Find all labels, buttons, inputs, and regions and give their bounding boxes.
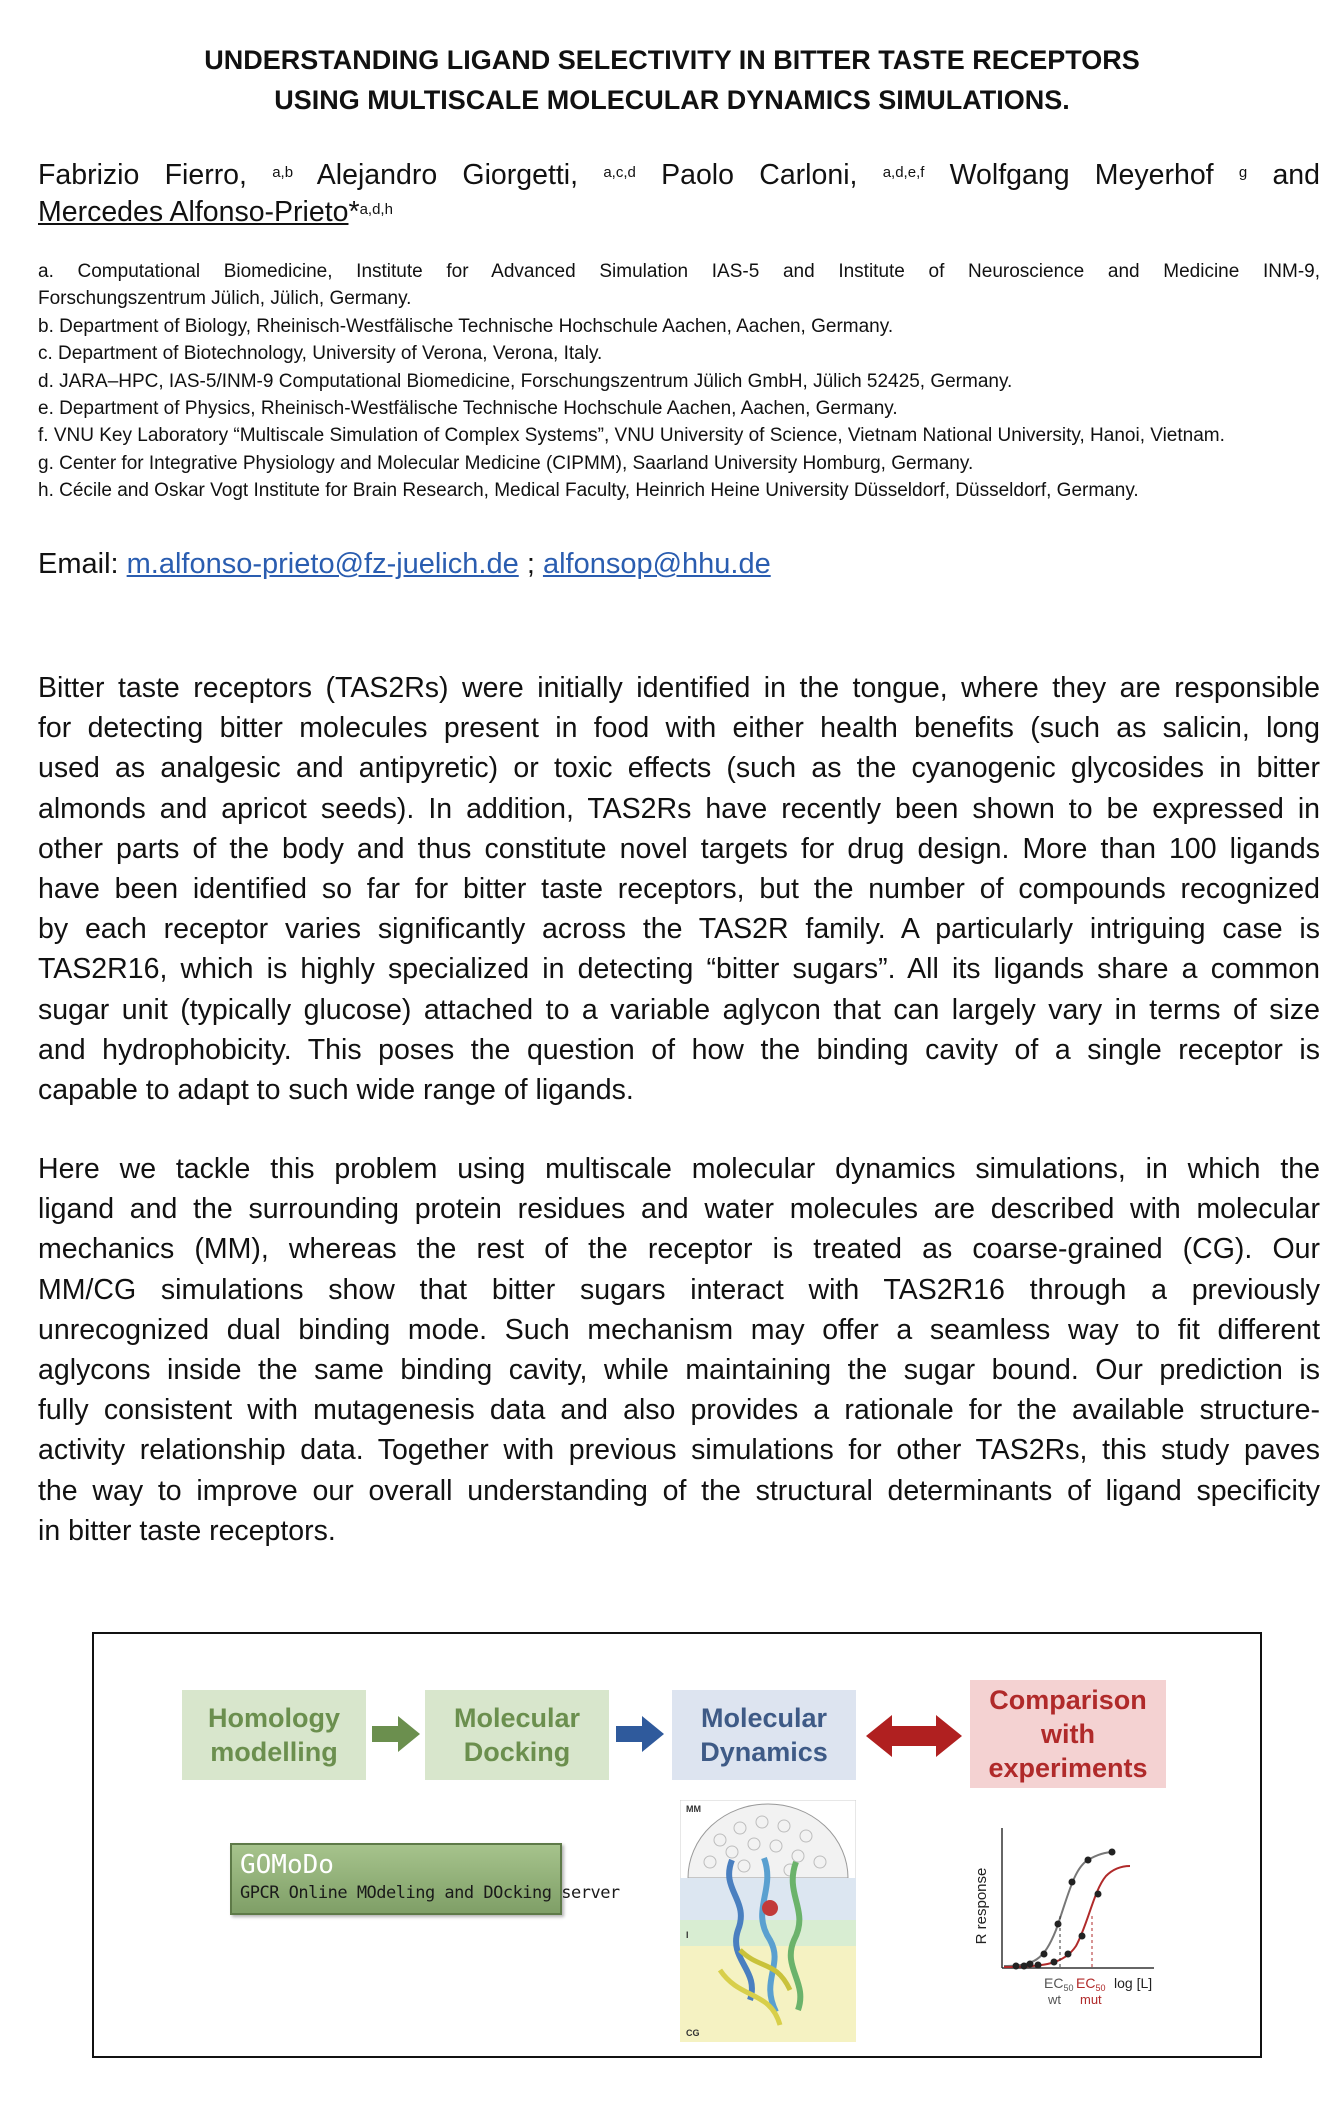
molecular-docking-box — [425, 1690, 609, 1780]
author-affiliation: g — [1238, 164, 1248, 181]
homology-modelling-label: Homology modelling — [208, 1703, 340, 1767]
paragraph-line: TAS2R16, which is highly specialized in detecting “bitter sugars”. All its ligands share a common — [38, 953, 1320, 986]
homology-modelling-box — [182, 1690, 366, 1780]
author-name: Wolfgang Meyerhof — [949, 159, 1214, 191]
paragraph-line: unrecognized dual binding mode. Such mechanism may offer a seamless way to fit different — [38, 1313, 1320, 1346]
plot-label-mut: mut — [1080, 1992, 1102, 2007]
paragraph-line: used as analgesic and antipyretic) or toxic effects (such as the cyanogenic glycosides in bitter — [38, 752, 1320, 785]
md-simulation-image — [680, 1800, 856, 2042]
affiliation-f: f. VNU Key Laboratory “Multiscale Simulation of Complex Systems”, VNU University of Science, Vietnam National University, Hanoi, Vietnam. — [38, 425, 1225, 447]
title-line-1: UNDERSTANDING LIGAND SELECTIVITY IN BITTER TASTE RECEPTORS — [204, 45, 1140, 75]
paragraph-line: and hydrophobicity. This poses the question of how the binding cavity of a single receptor is — [38, 1033, 1320, 1066]
paragraph-line: Here we tackle this problem using multiscale molecular dynamics simulations, in which the — [38, 1153, 1320, 1185]
md-label-cg: CG — [686, 2028, 700, 2038]
email-link-2[interactable]: alfonsop@hhu.de — [542, 548, 771, 580]
workflow-figure — [92, 1632, 1262, 2058]
gomodo-logo-subtitle: GPCR Online MOdeling and DOcking server — [240, 1883, 620, 1903]
email-link-1[interactable]: m.alfonso-prieto@fz-juelich.de — [126, 548, 519, 580]
paper-title — [100, 40, 1244, 120]
plot-y-axis-label: R response — [973, 1867, 990, 1945]
plot-ec50-wt: EC — [1044, 1975, 1064, 1991]
comparison-label: Comparison with experiments — [988, 1685, 1148, 1783]
affiliation-h: h. Cécile and Oskar Vogt Institute for Brain Research, Medical Faculty, Heinrich Heine University Düsseldorf, Düsseldorf, Germany. — [38, 480, 1139, 502]
email-label: Email: — [38, 548, 119, 580]
author-affiliation: a,c,d — [603, 164, 636, 181]
paragraph-line: mechanics (MM), whereas the rest of the receptor is treated as coarse-grained (CG). Our — [38, 1233, 1320, 1266]
author-list — [38, 156, 1320, 194]
md-label-mm: MM — [686, 1804, 701, 1814]
abstract-paragraph-1 — [38, 668, 1320, 1110]
paragraph-line: ligand and the surrounding protein residues and water molecules are described with molecular — [38, 1193, 1320, 1226]
gomodo-logo — [230, 1843, 620, 1915]
paragraph-line: Bitter taste receptors (TAS2Rs) were initially identified in the tongue, where they are responsible — [38, 672, 1320, 704]
svg-text:EC50: $EC_{50}$ — [1044, 1975, 1074, 1993]
paragraph-line: MM/CG simulations show that bitter sugars interact with TAS2R16 through a previously — [38, 1273, 1320, 1306]
email-separator: ; — [526, 548, 535, 580]
email-line — [38, 544, 771, 584]
molecular-dynamics-label: Molecular Dynamics — [700, 1703, 828, 1767]
double-arrow-icon — [866, 1713, 962, 1759]
paragraph-line: fully consistent with mutagenesis data and also provides a rationale for the available structure- — [38, 1394, 1320, 1427]
paragraph-line: other parts of the body and thus constitute novel targets for drug design. More than 100 ligands — [38, 832, 1320, 865]
plot-label-wt: wt — [1048, 1992, 1061, 2007]
affiliation-e: e. Department of Physics, Rheinisch-Westfälische Technische Hochschule Aachen, Aachen, Germany. — [38, 398, 898, 420]
dose-response-plot — [964, 1820, 1164, 2020]
author-name: Alejandro Giorgetti, — [316, 159, 579, 191]
author-affiliation: a,d,h — [359, 201, 393, 218]
affiliation-b: b. Department of Biology, Rheinisch-Westfälische Technische Hochschule Aachen, Aachen, Germany. — [38, 315, 894, 337]
molecular-docking-label: Molecular Docking — [453, 1703, 581, 1767]
plot-x-axis-label: log [L] — [1114, 1975, 1153, 1991]
paragraph-line: sugar unit (typically glucose) attached to a variable aglycon that can largely vary in terms of size — [38, 993, 1320, 1026]
abstract-paragraph-2 — [38, 1149, 1320, 1551]
author-and: and — [1272, 159, 1320, 191]
affiliations — [38, 258, 1320, 505]
author-name: Paolo Carloni, — [661, 159, 858, 191]
comparison-box — [970, 1680, 1166, 1788]
paragraph-line: almonds and apricot seeds). In addition, TAS2Rs have recently been shown to be expressed in — [38, 792, 1320, 825]
corresponding-mark: * — [348, 196, 360, 228]
paragraph-line: in bitter taste receptors. — [38, 1514, 336, 1547]
author-list-line-2 — [38, 193, 393, 231]
paragraph-line: aglycons inside the same binding cavity, while maintaining the sugar bound. Our prediction is — [38, 1354, 1320, 1387]
blue-arrow-icon — [616, 1714, 666, 1754]
md-label-i: I — [686, 1930, 689, 1940]
green-arrow-icon — [372, 1714, 422, 1754]
paragraph-line: by each receptor varies significantly across the TAS2R family. A particularly intriguing case is — [38, 913, 1320, 946]
corresponding-author-name: Mercedes Alfonso-Prieto — [38, 196, 349, 228]
paragraph-line: capable to adapt to such wide range of ligands. — [38, 1074, 634, 1107]
author-affiliation: a,b — [272, 164, 294, 181]
affiliation-c: c. Department of Biotechnology, University of Verona, Verona, Italy. — [38, 343, 603, 365]
paragraph-line: have been identified so far for bitter taste receptors, but the number of compounds recognized — [38, 873, 1320, 906]
plot-ec50-mut: EC — [1076, 1975, 1096, 1991]
author-affiliation: a,d,e,f — [882, 164, 925, 181]
paragraph-line: the way to improve our overall understanding of the structural determinants of ligand specificity — [38, 1474, 1320, 1507]
gomodo-logo-title: GOMoDo — [240, 1850, 334, 1880]
title-line-2: USING MULTISCALE MOLECULAR DYNAMICS SIMULATIONS. — [274, 85, 1070, 115]
paragraph-line: activity relationship data. Together with previous simulations for other TAS2Rs, this study paves — [38, 1434, 1320, 1467]
svg-text:EC50: $EC_{50}$ — [1076, 1975, 1106, 1993]
molecular-dynamics-box — [672, 1690, 856, 1780]
affiliation-a-line-2: Forschungszentrum Jülich, Jülich, Germany. — [38, 288, 412, 310]
paragraph-line: for detecting bitter molecules present in food with either health benefits (such as salicin, long — [38, 712, 1320, 745]
affiliation-a-line-1: a. Computational Biomedicine, Institute for Advanced Simulation IAS-5 and Institute of Neuroscience and Medicine INM-9, — [38, 261, 1320, 282]
affiliation-d: d. JARA–HPC, IAS-5/INM-9 Computational Biomedicine, Forschungszentrum Jülich GmbH, Jülich 52425, Germany. — [38, 370, 1013, 392]
author-name: Fabrizio Fierro, — [38, 159, 247, 191]
affiliation-g: g. Center for Integrative Physiology and Molecular Medicine (CIPMM), Saarland University Homburg, Germany. — [38, 452, 974, 474]
